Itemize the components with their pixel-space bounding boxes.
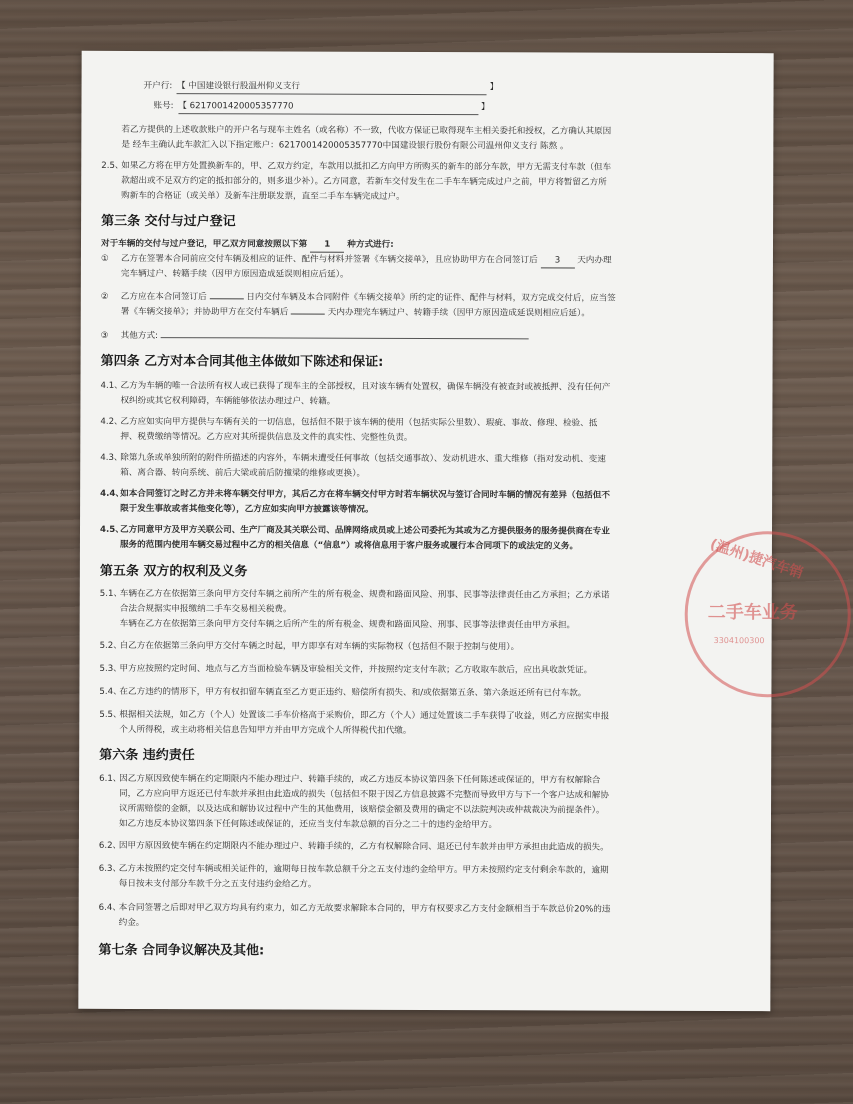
bank-label: 开户行: xyxy=(143,81,173,92)
clause-5-2-line-1: 自乙方在依据第三条向甲方交付车辆之时起，甲方即享有对车辆的实际物权（包括但不限于控制与使用）。 xyxy=(119,640,520,653)
clause-4-5-line-1: 乙方同意甲方及甲方关联公司、生产厂商及其关联公司、品牌网络成员或上述公司委托为其或为乙方提供服务的服务提供商在专业 xyxy=(119,524,610,537)
clause-6-4-line-1: 本合同签署之后即对甲乙双方均具有约束力，如乙方无故要求解除本合同的，甲方有权要求乙方支付金额相当于车款总价20%的违 xyxy=(118,902,611,915)
contract-content xyxy=(78,51,805,1011)
clause-5-3-num: 5.3、 xyxy=(99,663,122,674)
clause-4-2-line-1: 乙方应如实向甲方提供与车辆有关的一切信息，包括但不限于该车辆的使用（包括实际公里数）、瑕疵、事故、修理、检验、抵 xyxy=(120,416,598,429)
section-3-item-1-line-1 xyxy=(121,252,612,269)
contract-page xyxy=(78,51,805,1011)
clause-2-5-num: 2.5、 xyxy=(101,160,124,171)
clause-5-1-line-2: 合法合规据实申报缴纳二手车交易相关税费。 xyxy=(119,603,292,615)
clause-6-1-line-1: 因乙方原因致使车辆在约定期限内不能办理过户、转籍手续的，或乙方违反本协议第四条下任何陈述或保证的，甲方有权解除合 xyxy=(119,773,601,786)
section-3-item-1-line-2: 完车辆过户、转籍手续（因甲方原因造成延误则相应后延）。 xyxy=(120,268,349,280)
clause-5-2-num: 5.2、 xyxy=(99,640,122,651)
bank-note-line-1: 若乙方提供的上述收款账户的开户名与现车主姓名（或名称）不一致，代收方保证已取得现车主相关委托和授权，乙方确认其原因 xyxy=(121,124,612,137)
clause-4-3-num: 4.3、 xyxy=(100,452,123,463)
clause-4-1-num: 4.1、 xyxy=(100,380,123,391)
section-4-title: 第四条 乙方对本合同其他主体做如下陈述和保证: xyxy=(100,353,384,370)
section-7-title: 第七条 合同争议解决及其他: xyxy=(98,942,265,959)
clause-6-4-num: 6.4、 xyxy=(98,902,121,913)
account-label: 账号: xyxy=(153,101,174,112)
clause-6-1-num: 6.1、 xyxy=(99,773,122,784)
section-3-item-2-line-2 xyxy=(121,305,590,321)
bank-note-line-2: 是 经车主确认此车款汇入以下指定账户：6217001420005357770中国建设银行股份有限公司温州仰义支行 陈熬 。 xyxy=(121,139,569,152)
section-3-other-blank xyxy=(161,337,529,339)
section-3-item-1-text-b: 天内办理 xyxy=(577,255,612,266)
bank-bracket-close: 】 xyxy=(489,82,499,93)
clause-4-1-line-1: 乙方为车辆的唯一合法所有权人或已获得了现车主的全部授权，且对该车辆有处置权，确保车辆没有被查封或被抵押、没有任何产 xyxy=(120,380,611,393)
section-3-item-3-num: ③ xyxy=(100,330,109,341)
section-3-item-2-text-c: 署《车辆交接单》；并协助甲方在交付车辆后 xyxy=(120,306,289,318)
section-5-title: 第五条 双方的权利及义务 xyxy=(99,563,248,580)
clause-4-3-line-1: 除第九条或单独所附的附件所描述的内容外，车辆未遭受任何事故（包括交通事故）、发动机进水、重大维修（指对发动机、变速 xyxy=(120,452,606,465)
clause-5-4-line-1: 在乙方违约的情形下，甲方有权扣留车辆直至乙方更正违约、赔偿所有损失、和/或依据第五条、第六条返还所有已付车款。 xyxy=(119,686,587,699)
clause-2-5-line-1: 如果乙方将在甲方处置换新车的，甲、乙双方约定，车款用以抵扣乙方向甲方所购买的新车的部分车款，甲方无需支付车款（但车 xyxy=(121,160,612,173)
clause-4-5-num: 4.5、 xyxy=(99,524,124,535)
clause-4-3-line-2: 箱、离合器、转向系统、前后大梁或前后防撞梁的维修或更换）。 xyxy=(120,467,366,479)
section-3-item-1-num: ① xyxy=(100,253,109,264)
section-3-item-2-blank-2 xyxy=(291,314,325,315)
clause-5-5-line-1: 根据相关法规，如乙方（个人）处置该二手车价格高于采购价，即乙方（个人）通过处置该二手车获得了收益，则乙方应据实申报 xyxy=(119,709,610,722)
clause-6-3-line-1: 乙方未按照约定交付车辆或相关证件的，逾期每日按车款总额千分之五支付违约金给甲方。甲方未按照约定支付剩余车款的，逾期 xyxy=(118,863,609,876)
section-3-item-2-text-a: 乙方应在本合同签订后 xyxy=(120,291,207,303)
clause-2-5-line-2: 款超出或不足双方约定的抵扣部分的，则多退少补）。乙方同意，若新车交付发生在二手车车辆完成过户之前，甲方将暂留乙方所 xyxy=(121,175,607,188)
bank-name: 【 中国建设银行股温州仰义支行 xyxy=(177,79,487,95)
clause-4-4-line-1: 如本合同签订之时乙方并未将车辆交付甲方，其后乙方在将车辆交付甲方时若车辆状况与签订合同时车辆的情况有差异（包括但不 xyxy=(120,488,611,501)
seal-company-name: (温州)捷汽车销 xyxy=(707,536,805,582)
section-3-item-3-text: 其他方式: xyxy=(120,330,158,342)
clause-5-1-line-1: 车辆在乙方在依据第三条向甲方交付车辆之前所产生的所有税金、规费和路面风险、刑事、民事等法律责任由乙方承担；乙方承诺 xyxy=(119,588,610,601)
section-3-item-2-num: ② xyxy=(100,291,109,302)
account-bracket-close: 】 xyxy=(481,102,490,113)
clause-5-3-line-1: 甲方应按照约定时间、地点与乙方当面检验车辆及审验相关文件，并按照约定支付车款；乙方收取车款后，应出具收款凭证。 xyxy=(119,663,593,676)
clause-6-3-num: 6.3、 xyxy=(98,863,122,874)
clause-5-1-line-3: 车辆在乙方在依据第三条向甲方交付车辆之后所产生的所有税金、规费和路面风险、刑事、民事等法律责任由甲方承担。 xyxy=(119,618,576,631)
clause-6-2-line-1: 因甲方原因致使车辆在约定期限内不能办理过户、转籍手续的，乙方有权解除合同、退还已付车款并由甲方承担由此造成的损失。 xyxy=(118,840,609,853)
clause-4-4-line-2: 限于发生事故或者其他变化等），乙方应如实向甲方披露该等情况。 xyxy=(120,503,374,515)
section-3-method-number: 1 xyxy=(310,238,344,253)
account-number: 【 6217001420005357770 xyxy=(178,99,478,115)
section-3-item-3-line xyxy=(121,329,529,344)
section-3-intro-a: 对于车辆的交付与过户登记，甲乙双方同意按照以下第 xyxy=(100,238,308,250)
seal-number: 3304100300 xyxy=(713,636,765,646)
section-3-item-2-text-d: 天内办理完车辆过户、转籍手续（因甲方原因造成延误则相应后延）。 xyxy=(327,307,590,319)
clause-4-1-line-2: 权纠纷或其它权利障碍，车辆能够依法办理过户、转籍。 xyxy=(120,395,336,407)
section-3-intro xyxy=(101,237,394,253)
company-seal xyxy=(684,531,851,698)
clause-5-5-line-2: 个人所得税，或主动将相关信息告知甲方并由甲方完成个人所得税代扣代缴。 xyxy=(119,724,412,736)
bank-row xyxy=(144,79,499,95)
clause-4-4-num: 4.4、 xyxy=(100,488,124,499)
clause-4-2-line-2: 押、税费缴纳等情况。乙方应对其所提供信息及文件的真实性、完整性负责。 xyxy=(120,431,413,443)
clause-6-1-line-3: 议所需赔偿的金额，以及达成和解协议过程中产生的其他费用，该赔偿金额及费用的确定不以法院判决或仲裁裁决为前提条件）。 xyxy=(119,803,605,816)
clause-6-2-num: 6.2、 xyxy=(98,840,122,851)
clause-4-5-line-2: 服务的范围内使用车辆交易过程中乙方的相关信息（“信息”）或将信息用于客户服务或履行本合同项下的或法定的义务。 xyxy=(119,539,579,552)
clause-6-3-line-2: 每日按未支付部分车款千分之五支付违约金给乙方。 xyxy=(118,878,317,890)
clause-6-1-line-2: 同，乙方应向甲方返还已付车款并承担由此造成的损失（包括但不限于因乙方信息披露不完整而导致甲方与下一个客户达成和解协 xyxy=(119,788,609,801)
clause-5-1-num: 5.1、 xyxy=(99,588,123,599)
clause-6-1-line-4: 如乙方违反本协议第四条下任何陈述或保证的，还应当支付车款总额的百分之二十的违约金给甲方。 xyxy=(118,818,498,831)
clause-4-2-num: 4.2、 xyxy=(100,416,123,427)
section-3-item-2-line-1 xyxy=(121,290,616,306)
section-3-item-1-text-a: 乙方在签署本合同前应交付车辆及相应的证件、配件与材料并签署《车辆交接单》，且应协助甲方在合同签订后 xyxy=(120,253,538,266)
section-3-item-2-text-b: 日内交付车辆及本合同附件《车辆交接单》所约定的证件、配件与材料，双方完成交付后，应当签 xyxy=(246,292,616,304)
section-3-intro-b: 种方式进行: xyxy=(347,239,394,250)
clause-5-4-num: 5.4、 xyxy=(99,686,122,697)
seal-department: 二手车业务 xyxy=(707,601,798,624)
clause-2-5-line-3: 购新车的合格证（或关单）及新车注册联发票，直至二手车车辆完成过户。 xyxy=(121,190,405,202)
section-3-title: 第三条 交付与过户登记 xyxy=(101,213,236,230)
section-3-item-2-blank xyxy=(209,298,243,299)
clause-5-5-num: 5.5、 xyxy=(99,709,122,720)
section-6-title: 第六条 违约责任 xyxy=(99,747,195,764)
account-row xyxy=(153,99,489,115)
section-3-days-blank: 3 xyxy=(540,253,574,268)
clause-6-4-line-2: 约金。 xyxy=(118,917,145,929)
